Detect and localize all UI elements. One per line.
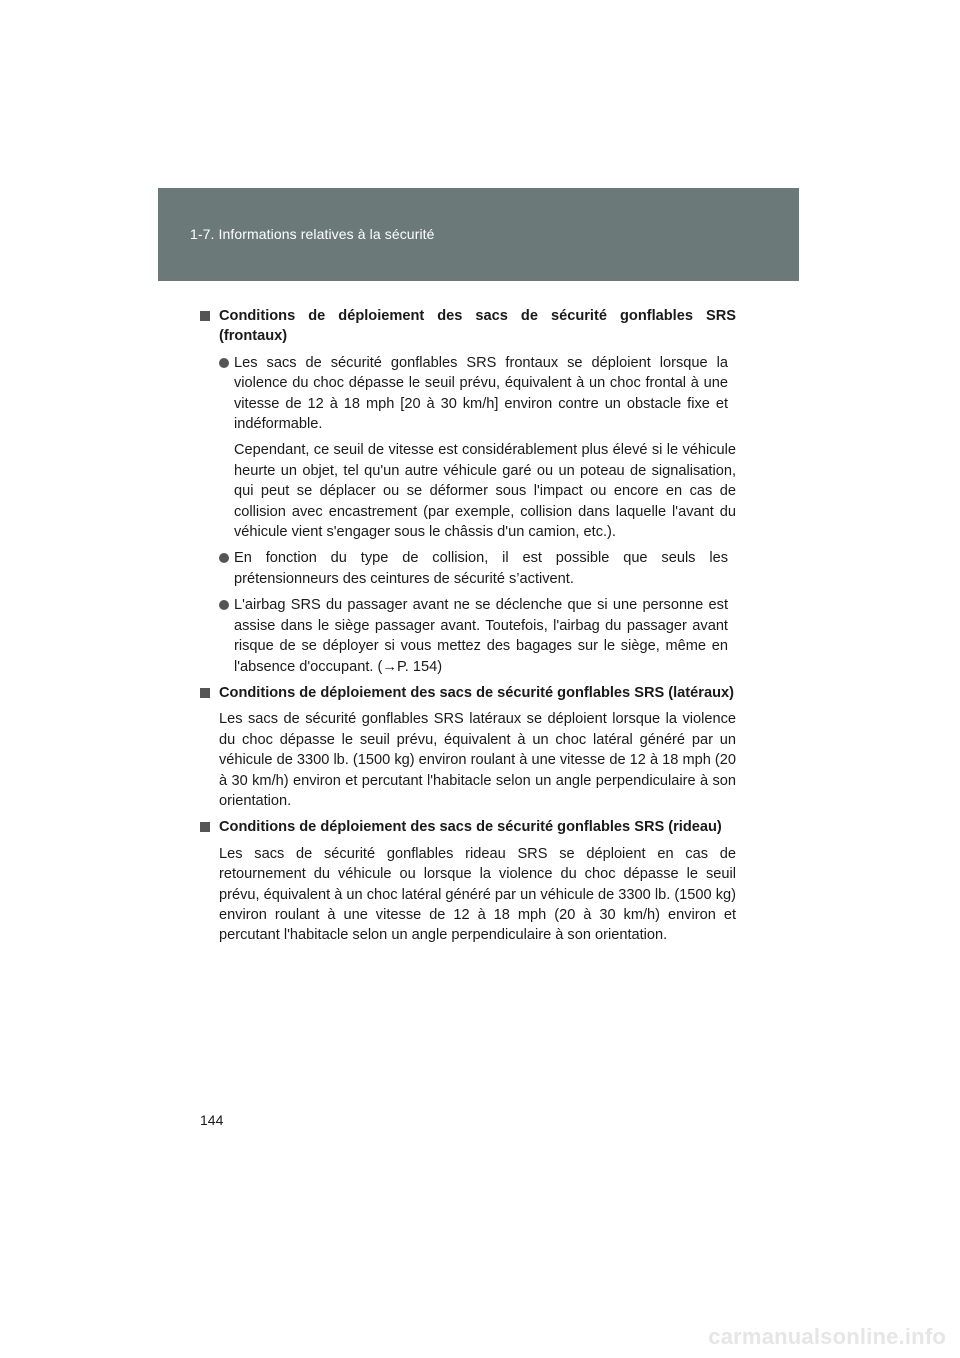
heading-text: Conditions de déploiement des sacs de sécurité gonflables SRS (frontaux) [219, 308, 736, 345]
section-heading-curtain [200, 817, 736, 837]
section-body: Les sacs de sécurité gonflables rideau SRS se déploient en cas de retournement du véhicule ou lorsque la violence du choc dépasse le seuil prévu, équivalent à un choc latéral généré par un véhicule de 3300 lb. (1500 kg) environ roulant à une vitesse de 12 à 18 mph (20 à 30 km/h) environ et percutant l'habitacle selon un angle perpendiculaire à son orientation. [219, 845, 736, 944]
page-number: 144 [200, 1112, 224, 1128]
square-bullet-icon [200, 311, 210, 321]
round-bullet-icon [219, 553, 229, 563]
bullet-text: L'airbag SRS du passager avant ne se déclenche que si une personne est assise dans le siège passager avant. Toutefois, l'airbag du passager avant risque de se déployer si vous mettez des bagages sur le siège, même en l'absence d'occupant. (→P. 154) [234, 597, 728, 675]
heading-text: Conditions de déploiement des sacs de sécurité gonflables SRS (latéraux) [219, 684, 734, 701]
bullet-continuation: Cependant, ce seuil de vitesse est considérablement plus élevé si le véhicule heurte un objet, tel qu'un autre véhicule garé ou un poteau de signalisation, qui peut se déplacer ou se déformer sous l'impact ou encore en cas de collision avec encastrement (par exemple, collision dans laquelle l'avant du véhicule vient s'engager sous le châssis d'un camion, etc.). [234, 442, 736, 541]
list-item [219, 548, 736, 589]
round-bullet-icon [219, 358, 229, 368]
section-heading-side [200, 683, 736, 703]
section-heading-frontal [200, 306, 736, 347]
bullet-text: Les sacs de sécurité gonflables SRS frontaux se déploient lorsque la violence du choc dépasse le seuil prévu, équivalent à un choc frontal à une vitesse de 12 à 18 mph [20 à 30 km/h] environ contre un obstacle fixe et indéformable. [234, 354, 728, 433]
heading-text: Conditions de déploiement des sacs de sécurité gonflables SRS (rideau) [219, 819, 722, 836]
watermark: carmanualsonline.info [708, 1324, 946, 1349]
section-body: Les sacs de sécurité gonflables SRS latéraux se déploient lorsque la violence du choc dépasse le seuil prévu, équivalent à un choc latéral généré par un véhicule de 3300 lb. (1500 kg) environ roulant à une vitesse de 12 à 18 mph (20 à 30 km/h) environ et percutant l'habitacle selon un angle perpendiculaire à son orientation. [219, 711, 736, 809]
round-bullet-icon [219, 600, 229, 610]
header-band [158, 188, 799, 281]
list-item [219, 353, 736, 435]
square-bullet-icon [200, 688, 210, 698]
list-item [219, 595, 736, 677]
bullet-text: En fonction du type de collision, il est possible que seuls les prétensionneurs des ceintures de sécurité s’activent. [234, 550, 728, 587]
section-title: 1-7. Informations relatives à la sécurité [190, 226, 435, 242]
page-content [200, 306, 736, 952]
square-bullet-icon [200, 822, 210, 832]
